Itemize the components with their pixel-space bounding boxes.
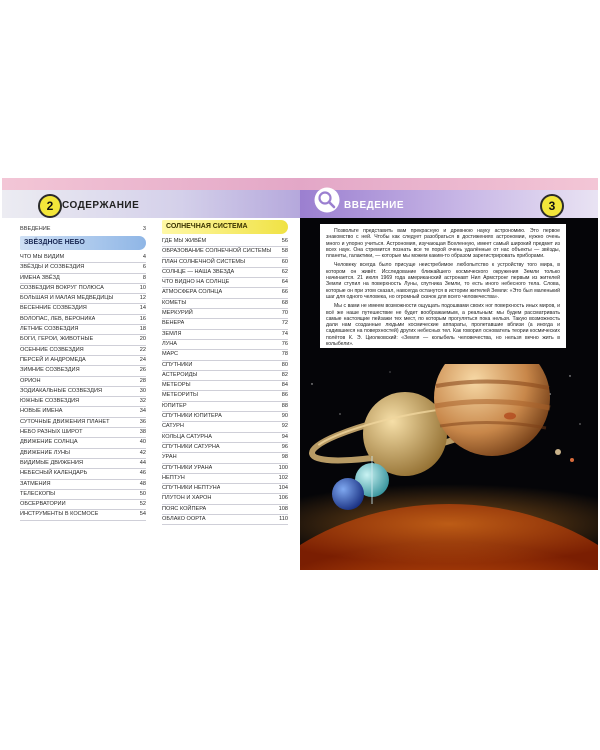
toc-entry[interactable] (20, 387, 146, 397)
toc-entry-label: ОБЛАКО ООРТА (162, 516, 206, 523)
toc-entry-page: 28 (139, 377, 146, 384)
toc-entry-page: 44 (139, 459, 146, 466)
toc-entry-label: УРАН (162, 454, 177, 461)
toc-list-starry-sky (20, 253, 146, 521)
toc-intro-page: 3 (142, 226, 146, 232)
toc-entry[interactable] (162, 340, 288, 350)
toc-entry[interactable] (162, 381, 288, 391)
toc-entry[interactable] (20, 459, 146, 469)
toc-entry-label: СУТОЧНЫЕ ДВИЖЕНИЯ ПЛАНЕТ (20, 418, 110, 425)
toc-entry[interactable] (162, 299, 288, 309)
toc-entry-label: ВЕСЕННИЕ СОЗВЕЗДИЯ (20, 305, 87, 312)
toc-entry[interactable] (162, 433, 288, 443)
toc-entry-label: НОВЫЕ ИМЕНА (20, 408, 63, 415)
toc-entry-label: ЗОДИАКАЛЬНЫЕ СОЗВЕЗДИЯ (20, 387, 103, 394)
toc-entry-page: 102 (278, 474, 288, 481)
magnifier-icon (314, 187, 340, 213)
toc-entry-label: АСТЕРОИДЫ (162, 371, 198, 378)
toc-entry[interactable] (20, 510, 146, 520)
toc-entry[interactable] (162, 402, 288, 412)
section-heading-starry-sky: ЗВЁЗДНОЕ НЕБО (20, 236, 146, 250)
toc-entry[interactable] (162, 484, 288, 494)
toc-entry[interactable] (20, 294, 146, 304)
toc-entry-label: ВЕНЕРА (162, 320, 185, 327)
toc-entry[interactable] (162, 288, 288, 298)
toc-entry[interactable] (162, 464, 288, 474)
toc-entry[interactable] (20, 469, 146, 479)
introduction-page (300, 178, 598, 570)
toc-entry-page: 20 (139, 336, 146, 343)
toc-entry[interactable] (162, 412, 288, 422)
toc-entry-label: МЕРКУРИЙ (162, 310, 193, 317)
toc-entry[interactable] (162, 505, 288, 515)
toc-entry-label: ОБСЕРВАТОРИИ (20, 501, 66, 508)
toc-entry-label: КОЛЬЦА САТУРНА (162, 433, 212, 440)
toc-entry[interactable] (162, 268, 288, 278)
toc-entry[interactable] (162, 443, 288, 453)
toc-entry-page: 72 (281, 320, 288, 327)
toc-entry-page: 4 (142, 254, 146, 260)
toc-entry[interactable] (20, 377, 146, 387)
toc-entry-page: 88 (281, 402, 288, 409)
toc-entry[interactable] (162, 361, 288, 371)
toc-entry-page: 68 (281, 299, 288, 306)
toc-entry[interactable] (162, 247, 288, 257)
toc-entry-page: 66 (281, 289, 288, 296)
toc-entry[interactable] (20, 274, 146, 284)
toc-entry-label: БОГИ, ГЕРОИ, ЖИВОТНЫЕ (20, 336, 94, 343)
toc-entry-label: ЗВЁЗДЫ И СОЗВЕЗДИЯ (20, 264, 85, 271)
solar-system-illustration (300, 364, 598, 570)
toc-entry[interactable] (20, 325, 146, 335)
toc-entry[interactable] (20, 335, 146, 345)
toc-entry-page: 78 (281, 351, 288, 358)
toc-entry[interactable] (20, 500, 146, 510)
toc-entry-label: ЛУНА (162, 340, 177, 347)
intro-text-box (320, 224, 566, 348)
page-number-badge: 2 (38, 194, 62, 218)
toc-entry-label: ДВИЖЕНИЕ ЛУНЫ (20, 449, 70, 456)
toc-entry-label: ОРИОН (20, 377, 41, 384)
toc-entry[interactable] (162, 319, 288, 329)
toc-entry-label: ПОЯС КОЙПЕРА (162, 505, 207, 512)
toc-entry-page: 8 (142, 274, 146, 281)
toc-entry-page: 96 (281, 443, 288, 450)
toc-entry[interactable] (20, 438, 146, 448)
toc-entry[interactable] (162, 350, 288, 360)
toc-entry-page: 54 (139, 511, 146, 518)
toc-entry-label: МЕТЕОРИТЫ (162, 392, 199, 399)
toc-entry-page: 80 (281, 361, 288, 368)
toc-entry[interactable] (162, 371, 288, 381)
toc-entry-label: ЛЕТНИЕ СОЗВЕЗДИЯ (20, 326, 79, 333)
toc-entry-page: 16 (139, 315, 146, 322)
toc-entry-label: ЮПИТЕР (162, 402, 187, 409)
toc-entry-page: 94 (281, 433, 288, 440)
page-number-badge: 3 (540, 194, 564, 218)
toc-entry-label: ИНСТРУМЕНТЫ В КОСМОСЕ (20, 511, 99, 518)
toc-entry-label: КОМЕТЫ (162, 299, 187, 306)
toc-column-2 (162, 218, 288, 525)
toc-entry-page: 22 (139, 346, 146, 353)
toc-entry-label: МЕТЕОРЫ (162, 382, 191, 389)
toc-entry-page: 70 (281, 310, 288, 317)
toc-entry[interactable] (162, 422, 288, 432)
toc-entry[interactable] (162, 515, 288, 525)
toc-entry[interactable] (20, 253, 146, 263)
contents-page (2, 178, 300, 570)
toc-entry-page: 58 (281, 248, 288, 255)
toc-entry-label: СПУТНИКИ ЮПИТЕРА (162, 413, 222, 420)
book-spread (2, 178, 598, 570)
toc-entry-label: БОЛЬШАЯ И МАЛАЯ МЕДВЕДИЦЫ (20, 295, 114, 302)
toc-entry-page: 24 (139, 356, 146, 363)
toc-entry-label: ПЛАН СОЛНЕЧНОЙ СИСТЕМЫ (162, 258, 246, 265)
toc-entry-page: 110 (279, 516, 288, 523)
toc-entry[interactable] (20, 263, 146, 273)
toc-entry-label: ЧТО МЫ ВИДИМ (20, 254, 65, 260)
toc-entry[interactable] (162, 309, 288, 319)
toc-entry-label: СПУТНИКИ (162, 361, 193, 368)
section-heading-solar-system: СОЛНЕЧНАЯ СИСТЕМА (162, 220, 288, 234)
toc-entry-page: 10 (139, 284, 146, 291)
small-planet-shape (555, 449, 561, 455)
toc-entry-page: 100 (278, 464, 288, 471)
toc-entry-page: 76 (281, 340, 288, 347)
toc-entry-page: 48 (139, 480, 146, 487)
toc-entry-page: 106 (278, 495, 288, 502)
toc-entry-label: ПЛУТОН И ХАРОН (162, 495, 212, 502)
toc-entry-page: 56 (281, 238, 288, 244)
small-planet-shape (570, 458, 574, 462)
contents-title: СОДЕРЖАНИЕ (62, 200, 140, 211)
toc-entry-label: САТУРН (162, 423, 184, 430)
toc-entry-label: НЕПТУН (162, 474, 185, 481)
toc-entry-label: ОБРАЗОВАНИЕ СОЛНЕЧНОЙ СИСТЕМЫ (162, 248, 272, 255)
toc-entry-label: ПЕРСЕЙ И АНДРОМЕДА (20, 356, 86, 363)
toc-entry-label: СПУТНИКИ НЕПТУНА (162, 485, 221, 492)
toc-entry-label: НЕБЕСНЫЙ КАЛЕНДАРЬ (20, 470, 88, 477)
toc-entry-page: 92 (281, 423, 288, 430)
intro-paragraph-1: Позвольте представить вам прекрасную и древнюю науку астрономию. Это первое знакомство с ней. Чтобы как следует разобраться в достижениях астрономии, нужно очень много и упорно учиться. Астрономия, изучающая Вселенную, имеет самый широкий предмет из всех наук. Она стремится познать все те порой очень удалённые от нас объекты — звёзды, планеты, галактики, — которые мы можем каким-то образом зарегистрировать приборами. (326, 228, 560, 260)
toc-entry-page: 46 (139, 470, 146, 477)
toc-entry-label: НЕБО РАЗНЫХ ШИРОТ (20, 429, 83, 436)
toc-entry-page: 6 (142, 264, 146, 271)
toc-intro-entry[interactable] (20, 226, 146, 232)
toc-entry-page: 32 (139, 398, 146, 405)
page-header-strip (2, 178, 300, 190)
toc-entry-page: 90 (281, 413, 288, 420)
toc-entry[interactable] (20, 397, 146, 407)
toc-entry-page: 62 (281, 268, 288, 275)
intro-paragraph-3: Мы с вами не имеем возможности ощущать подошвами своих ног поверхность иных миров, и всё же наше путешествие не будет воображаемым, а реальным: мы будем рассматривать самые настоящие пейзажи тех мест, по которым прогуляться пока нельзя. Такую возможность дали нам созданные людьми космические аппараты, пролетавшие вблизи (а иногда и садившиеся на поверхностей) других небесных тел. Как говорил основатель теории космических полётов К. Э. Циолковский: «Земля — колыбель человечества, но нельзя вечно жить в колыбели». (326, 303, 560, 348)
toc-entry[interactable] (20, 356, 146, 366)
toc-entry-label: СПУТНИКИ САТУРНА (162, 443, 220, 450)
toc-entry[interactable] (20, 366, 146, 376)
toc-entry-page: 50 (139, 490, 146, 497)
toc-entry-page: 40 (139, 439, 146, 446)
toc-entry[interactable] (20, 315, 146, 325)
toc-entry-label: ИМЕНА ЗВЁЗД (20, 274, 60, 281)
toc-entry-page: 86 (281, 392, 288, 399)
toc-entry[interactable] (162, 474, 288, 484)
toc-entry[interactable] (20, 284, 146, 294)
toc-entry-label: АТМОСФЕРА СОЛНЦА (162, 289, 223, 296)
toc-entry[interactable] (20, 407, 146, 417)
toc-entry[interactable] (20, 480, 146, 490)
toc-entry-label: ГДЕ МЫ ЖИВЁМ (162, 238, 207, 244)
toc-entry-label: ТЕЛЕСКОПЫ (20, 490, 56, 497)
toc-entry-page: 60 (281, 258, 288, 265)
toc-entry-page: 34 (139, 408, 146, 415)
toc-entry[interactable] (20, 490, 146, 500)
toc-column-1 (20, 218, 146, 521)
toc-entry[interactable] (162, 237, 288, 247)
toc-entry-label: ЗАТМЕНИЯ (20, 480, 51, 487)
toc-entry-label: СОЗВЕЗДИЯ ВОКРУГ ПОЛЮСА (20, 284, 104, 291)
toc-entry[interactable] (162, 330, 288, 340)
toc-entry-page: 26 (139, 367, 146, 374)
toc-entry-page: 108 (278, 505, 288, 512)
toc-entry[interactable] (20, 304, 146, 314)
toc-entry[interactable] (20, 418, 146, 428)
intro-title: ВВЕДЕНИЕ (344, 200, 404, 211)
toc-entry-page: 64 (281, 279, 288, 286)
toc-entry[interactable] (20, 346, 146, 356)
toc-entry-page: 104 (278, 485, 288, 492)
toc-entry-page: 42 (139, 449, 146, 456)
toc-entry-page: 14 (139, 305, 146, 312)
toc-list-solar-system (162, 237, 288, 525)
toc-entry-label: ЗИМНИЕ СОЗВЕЗДИЯ (20, 367, 80, 374)
toc-entry[interactable] (162, 453, 288, 463)
toc-entry-label: ЧТО ВИДНО НА СОЛНЦЕ (162, 279, 230, 286)
toc-entry-page: 52 (139, 501, 146, 508)
intro-paragraph-2: Человеку всегда было присуще неистребимое любопытство к устройству того мира, в котором он живёт. Исследование ближайшего космического окружения Земли только начинается. 21 июля 1969 года американский астронавт Нил Армстронг первым из жителей Земли ступил на поверхность Луны, спутника Земли, то есть иного небесного тела. Слова, которые он при этом сказал, навсегда останутся в истории жителей Земли: «Это был маленький шаг для одного человека, но огромный скачок для всего человечества». (326, 262, 560, 300)
toc-entry-page: 98 (281, 454, 288, 461)
toc-entry[interactable] (162, 278, 288, 288)
toc-entry-label: ОСЕННИЕ СОЗВЕЗДИЯ (20, 346, 84, 353)
toc-entry-page: 12 (139, 295, 146, 302)
toc-entry-page: 38 (139, 429, 146, 436)
toc-entry[interactable] (162, 494, 288, 504)
toc-entry[interactable] (162, 391, 288, 401)
toc-entry-label: ДВИЖЕНИЕ СОЛНЦА (20, 439, 78, 446)
toc-entry-page: 36 (139, 418, 146, 425)
toc-entry-label: МАРС (162, 351, 179, 358)
toc-entry-label: СПУТНИКИ УРАНА (162, 464, 213, 471)
toc-entry-label: ЗЕМЛЯ (162, 330, 182, 337)
toc-entry-label: СОЛНЦЕ — НАША ЗВЕЗДА (162, 268, 235, 275)
neptune-shape (332, 478, 364, 510)
toc-entry[interactable] (20, 449, 146, 459)
toc-intro-label: ВВЕДЕНИЕ (20, 226, 51, 232)
toc-entry-label: ВОЛОПАС, ЛЕВ, ВЕРОНИКА (20, 315, 96, 322)
toc-entry-page: 18 (139, 326, 146, 333)
toc-entry-page: 84 (281, 382, 288, 389)
toc-entry-page: 30 (139, 387, 146, 394)
toc-entry[interactable] (162, 258, 288, 268)
toc-entry-label: ВИДИМЫЕ ДВИЖЕНИЯ (20, 459, 83, 466)
page-header-strip (300, 178, 598, 190)
toc-entry-page: 82 (281, 371, 288, 378)
toc-entry[interactable] (20, 428, 146, 438)
toc-entry-page: 74 (281, 330, 288, 337)
toc-entry-label: ЮЖНЫЕ СОЗВЕЗДИЯ (20, 398, 80, 405)
